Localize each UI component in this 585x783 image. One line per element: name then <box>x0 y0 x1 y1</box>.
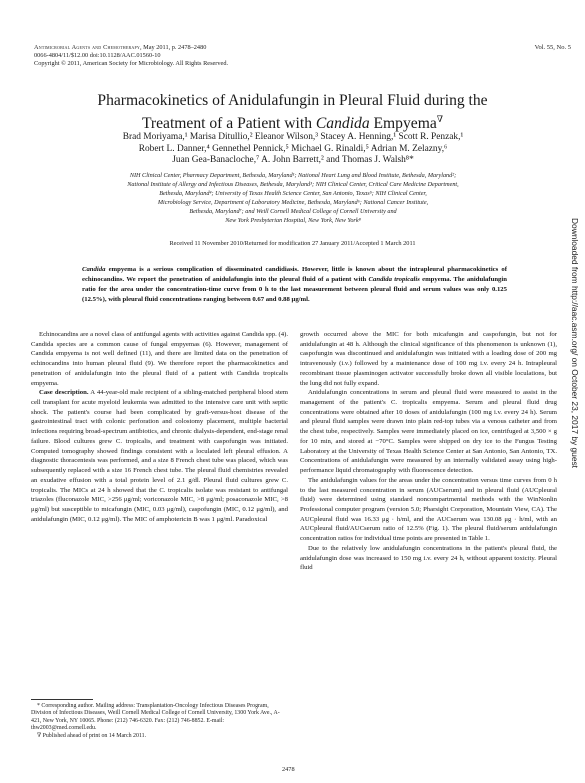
journal-title: Antimicrobial Agents and Chemotherapy <box>34 44 140 51</box>
paragraph-text: A 44-year-old male recipient of a sibling-matched peripheral blood stem cell transplant for acute myeloid leukemia was admitted to the intensive care unit with septic shock. The patient's course had been complicated by graft-versus-host disease of the gastrointestinal tract with colonic perforation and colostomy placement, multiple bacterial infections requiring broad-spectrum antibiotics, and chronic dialysis-dependent, end-stage renal failure. Blood cultures grew C. tropicalis, and treatment with caspofungin was initiated. Computed tomography showed findings consistent with a loculated left pleural effusion. A diagnostic thoracentesis was performed, and a size 8 French chest tube was placed, which was subsequently replaced with a size 16 French chest tube. The pleural fluid chemistries revealed an exudative effusion with a total protein level of 2.1 g/dl. Pleural fluid cultures grew C. tropicalis. The MICs at 24 h showed that the C. tropicalis isolate was resistant to antifungal triazoles (fluconazole MIC, >256 μg/ml; voriconazole MIC, >8 μg/ml; posaconazole MIC, >8 μg/ml) but susceptible to micafungin (MIC, 0.03 μg/ml), caspofungin (MIC, 0.12 μg/ml), and anidulafungin (MIC, 0.12 μg/ml). The MIC of amphotericin B was 1 μg/ml. Paradoxical <box>31 389 288 523</box>
abstract-text: empyema. The anidulafungin ratio for the area under the concentration-time curve from 0 h to the last measurement between pleural fluid and serum values was only 0.125 (12.5%), with pleural fluid concentrations ranging between 0.67 and 0.88 μg/ml. <box>82 276 507 303</box>
running-header <box>34 44 534 69</box>
download-notice: Downloaded from http://aac.asm.org/ on October 23, 2017 by guest <box>570 218 580 468</box>
authors-line: Juan Gea-Banacloche,⁷ A. John Barrett,² and Thomas J. Walsh⁸* <box>172 155 414 166</box>
body-column-right <box>300 330 557 573</box>
abstract-text: empyema is a serious complication of disseminated candidiasis. However, little is known about the intrapleural pharmacokinetics of echinocandins. We report the penetration of anidulafungin into the pleural fluid of a patient with <box>82 266 507 283</box>
paragraph: Anidulafungin concentrations in serum and pleural fluid were measured to assist in the management of the patient's C. tropicalis empyema. Serum and pleural fluid drug concentrations were obtained after 10 doses of anidulafungin (100 mg i.v. every 24 h). Serum and pleural fluid samples were drawn into plain red-top tubes via a venous catheter and from the chest tube, respectively. Samples were immediately placed on ice, centrifuged at 3,500 × g for 10 min, and stored at −70°C. Samples were shipped on dry ice to the Fungus Testing Laboratory at the University of Texas Health Science Center at San Antonio, San Antonio, TX. Concentrations of anidulafungin were measured by an internally validated assay using high-performance liquid chromatography with fluorescence detection. <box>300 389 557 475</box>
affiliation-line: Bethesda, Maryland⁷; and Weill Cornell Medical College of Cornell University and <box>189 207 397 215</box>
corresponding-author-note: * Corresponding author. Mailing address: Transplantation-Oncology Infectious Diseases Program, Division of Infectious Diseases, Weill Cornell Medical College of Cornell University, 1300 York Ave., A-421, New York, NY 10065. Phone: (212) 746-6320. Fax: (212) 746-8852. E-mail: thw2003@med.cornell.edu. <box>31 703 280 732</box>
citation-line <box>34 44 534 52</box>
authors-line: Brad Moriyama,¹ Marisa Ditullio,² Eleanor Wilson,³ Stacey A. Henning,¹ Scott R. Penzak,¹ <box>122 132 464 142</box>
article-title <box>30 91 555 133</box>
affiliation-line: NIH Clinical Center, Pharmacy Department, Bethesda, Maryland¹; National Heart Lung and Blood Institute, Bethesda, Maryland²; <box>129 172 457 179</box>
paragraph: Echinocandins are a novel class of antifungal agents with activities against Candida spp. (4). Candida species are a common cause of fungal empyemas (6). However, management of Candida empyema is not well defined (11), and there are limited data on the penetration of echinocandins into human pleural fluid (9). We therefore report the pharmacokinetics and penetration of anidulafungin into the pleural fluid of a patient with Candida tropicalis empyema. <box>31 331 288 387</box>
copyright: Copyright © 2011, American Society for Microbiology. All Rights Reserved. <box>34 60 229 68</box>
affiliation-line: Microbiology Service, Department of Laboratory Medicine, Bethesda, Maryland⁶; National Cancer Institute, <box>157 198 429 206</box>
body-column-left <box>31 330 288 524</box>
abstract-italic: Candida tropicalis <box>368 276 420 283</box>
paragraph: Due to the relatively low anidulafungin concentrations in the patient's pleural fluid, the anidulafungin dose was increased to 150 mg i.v. every 24 h, without apparent toxicity. Pleural fluid <box>300 544 557 572</box>
received-dates: Received 11 November 2010/Returned for modification 27 January 2011/Accepted 1 March 2011 <box>169 240 416 247</box>
abstract <box>82 265 507 305</box>
page-number: 2478 <box>282 766 295 773</box>
affiliation-line: New York Presbyterian Hospital, New York, New York⁸ <box>225 216 361 224</box>
title-line-2 <box>30 110 555 133</box>
title-text: Treatment of a Patient with <box>141 115 316 133</box>
paragraph <box>31 388 288 524</box>
authors-line: Robert L. Danner,⁴ Gennethel Pennick,⁵ Michael G. Rinaldi,⁵ Adrian M. Zelazny,⁶ <box>138 143 448 154</box>
title-footnote-mark: ∇ <box>436 114 444 124</box>
paragraph: growth occurred above the MIC for both micafungin and caspofungin, but not for anidulafungin at 48 h. Although the clinical significance of this phenomenon is unknown (1), caspofungin was discontinued and anidulafungin was initiated with a loading dose of 200 mg intravenously (i.v.) followed by a maintenance dose of 100 mg i.v. every 24 h. Intrapleural recombinant tissue plasminogen activator successfully broke down all visible loculations, but the lung did not fully expand. <box>300 331 557 387</box>
author-list <box>36 132 550 167</box>
title-text-end: Empyema <box>369 115 437 133</box>
abstract-italic: Candida <box>82 266 106 273</box>
footnotes <box>31 703 288 740</box>
volume-issue: Vol. 55, No. 5 <box>534 44 571 51</box>
affiliation-line: Bethesda, Maryland⁴; University of Texas Health Science Center, San Antonio, Texas⁵; NIH Clinical Center, <box>159 189 427 197</box>
citation: , May 2011, p. 2478–2480 <box>139 44 207 51</box>
affiliation-line: National Institute of Allergy and Infectious Diseases, Bethesda, Maryland³; NIH Clinical Center, Critical Care Medicine Department, <box>127 180 459 188</box>
published-ahead-note: ∇ Published ahead of print on 14 March 2011. <box>37 732 147 739</box>
paragraph: The anidulafungin values for the areas under the concentration versus time curves from 0 h to the last measured concentration in serum (AUCserum) and in pleural fluid (AUCpleural fluid) were determined using standard noncompartmental methods with the WinNonlin Professional computer program (version 5.0; Pharsight Corporation, Mountain View, CA). The AUCpleural fluid was 16.33 μg · h/ml, and the AUCserum was 130.08 μg · h/ml, with an AUCpleural fluid/AUCserum ratio of 12.5% (Fig. 1). The pleural fluid/serum anidulafungin concentration ratios for individual time points are presented in Table 1. <box>300 476 557 543</box>
affiliations <box>28 172 558 225</box>
download-sidebar <box>568 218 580 540</box>
title-italic: Candida <box>315 115 370 133</box>
footnote-rule <box>31 699 93 700</box>
issn-doi: 0066-4804/11/$12.00 doi:10.1128/AAC.01560-10 <box>34 52 161 60</box>
section-heading: Case description. <box>39 389 89 397</box>
title-line-1: Pharmacokinetics of Anidulafungin in Pleural Fluid during the <box>97 92 488 109</box>
